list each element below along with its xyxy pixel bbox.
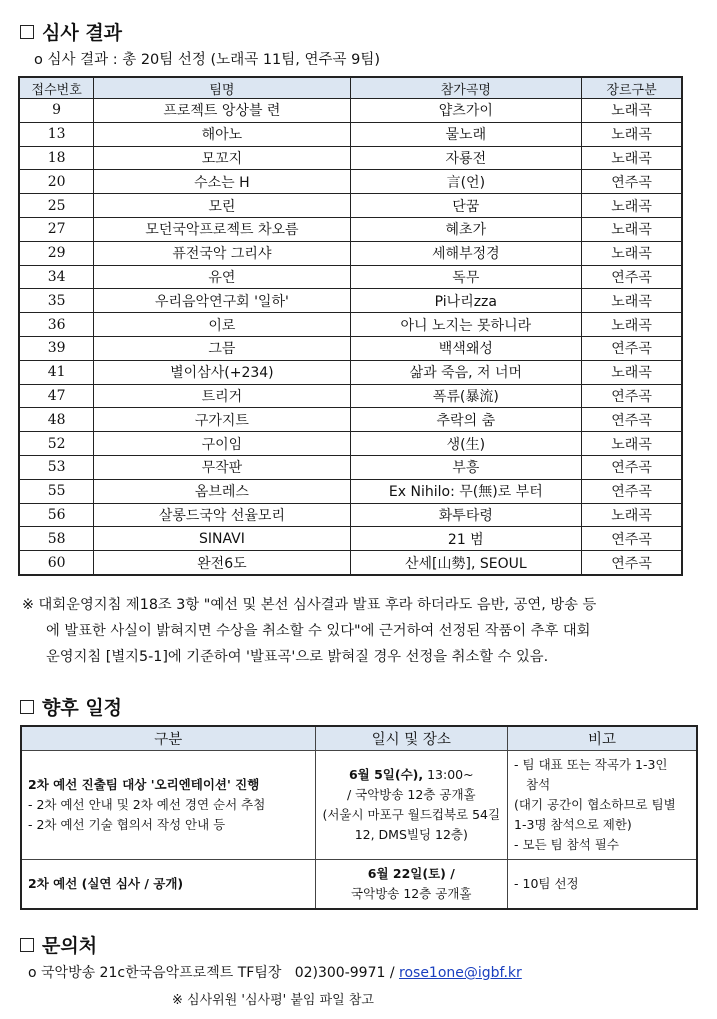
schedule-table: [20, 725, 698, 910]
schedule-item: - 2차 예선 기술 협의서 작성 안내 등: [28, 817, 226, 832]
entry-number: 25: [19, 194, 94, 218]
team-name: 별이삼사(+234): [94, 360, 350, 384]
genre: 연주곡: [582, 551, 682, 575]
song-title: 산세[山勢], SEOUL: [350, 551, 582, 575]
song-title: 세해부정경: [350, 241, 582, 265]
schedule-address: (서울시 마포구 월드컵북로 54길: [322, 807, 501, 822]
song-title: 백색왜성: [350, 336, 582, 360]
table-row: [19, 527, 682, 551]
song-title: Ex Nihilo: 무(無)로 부터: [350, 479, 582, 503]
remark: 1-3명 참석으로 제한): [514, 817, 632, 832]
entry-number: 56: [19, 503, 94, 527]
entry-number: 58: [19, 527, 94, 551]
table-row: [19, 217, 682, 241]
review-footnote: ※ 심사위원 '심사평' 붙임 파일 참고: [172, 993, 374, 1008]
table-row: [19, 241, 682, 265]
genre: 노래곡: [582, 432, 682, 456]
song-title: 화투타령: [350, 503, 582, 527]
song-title: 생(生): [350, 432, 582, 456]
entry-number: 48: [19, 408, 94, 432]
genre: 노래곡: [582, 99, 682, 123]
genre: 연주곡: [582, 336, 682, 360]
column-header: 팀명: [94, 77, 350, 99]
table-row: [19, 265, 682, 289]
table-row: [21, 751, 697, 860]
checkbox-square-icon: [20, 25, 34, 39]
genre: 연주곡: [582, 408, 682, 432]
entry-number: 55: [19, 479, 94, 503]
genre: 연주곡: [582, 479, 682, 503]
song-title: 삶과 죽음, 저 너머: [350, 360, 582, 384]
schedule-place: 국악방송 12층 공개홀: [351, 886, 472, 901]
table-row: [19, 336, 682, 360]
team-name: 모린: [94, 194, 350, 218]
song-title: 아니 노지는 못하니라: [350, 313, 582, 337]
schedule-place: / 국악방송 12층 공개홀: [346, 787, 476, 802]
song-title: 독무: [350, 265, 582, 289]
note-line: 운영지침 [별지5-1]에 기준하여 '발표곡'으로 밝혀질 경우 선정을 취소할 수 있음.: [46, 649, 549, 665]
checkbox-square-icon: [20, 938, 34, 952]
schedule-category: 2차 예선 진출팀 대상 '오리엔테이션' 진행: [28, 777, 260, 792]
entry-number: 27: [19, 217, 94, 241]
genre: 연주곡: [582, 384, 682, 408]
table-row: [19, 551, 682, 575]
disqualification-note: [22, 592, 702, 670]
table-row: [19, 432, 682, 456]
column-header: 접수번호: [19, 77, 94, 99]
table-row: [19, 289, 682, 313]
team-name: 구이임: [94, 432, 350, 456]
team-name: SINAVI: [94, 527, 350, 551]
song-title: 혜초가: [350, 217, 582, 241]
section-title: 향후 일정: [42, 697, 123, 719]
team-name: 구가지트: [94, 408, 350, 432]
table-row: [19, 194, 682, 218]
song-title: 폭류(暴流): [350, 384, 582, 408]
table-row: [19, 503, 682, 527]
team-name: 완전6도: [94, 551, 350, 575]
table-row: [19, 99, 682, 123]
team-name: 프로젝트 앙상블 련: [94, 99, 350, 123]
entry-number: 53: [19, 455, 94, 479]
table-row: [19, 479, 682, 503]
remark: - 10팀 선정: [514, 876, 579, 891]
results-summary: o 심사 결과 : 총 20팀 선정 (노래곡 11팀, 연주곡 9팀): [34, 52, 381, 68]
entry-number: 13: [19, 122, 94, 146]
table-row: [19, 384, 682, 408]
section-title: 심사 결과: [42, 22, 123, 44]
checkbox-square-icon: [20, 700, 34, 714]
column-header: 구분: [21, 726, 315, 751]
schedule-date: 6월 5일(수),: [348, 767, 424, 782]
team-name: 해아노: [94, 122, 350, 146]
team-name: 살롱드국악 선율모리: [94, 503, 350, 527]
table-row: [19, 455, 682, 479]
genre: 노래곡: [582, 289, 682, 313]
genre: 연주곡: [582, 455, 682, 479]
entry-number: 20: [19, 170, 94, 194]
team-name: 무작판: [94, 455, 350, 479]
entry-number: 29: [19, 241, 94, 265]
entry-number: 52: [19, 432, 94, 456]
column-header: 장르구분: [582, 77, 682, 99]
song-title: 자룡전: [350, 146, 582, 170]
song-title: Pi나리zza: [350, 289, 582, 313]
section-heading-results: [20, 18, 122, 45]
song-title: 얍츠가이: [350, 99, 582, 123]
genre: 노래곡: [582, 360, 682, 384]
results-table: [18, 76, 683, 576]
genre: 노래곡: [582, 313, 682, 337]
entry-number: 34: [19, 265, 94, 289]
team-name: 수소는 H: [94, 170, 350, 194]
song-title: 추락의 춤: [350, 408, 582, 432]
table-row: [19, 122, 682, 146]
team-name: 유연: [94, 265, 350, 289]
contact-line: [28, 962, 522, 982]
note-line: 에 발표한 사실이 밝혀지면 수상을 취소할 수 있다"에 근거하여 선정된 작품이 추후 대회: [46, 623, 591, 639]
genre: 노래곡: [582, 194, 682, 218]
note-line: ※ 대회운영지침 제18조 3항 "예선 및 본선 심사결과 발표 후라 하더라도 음반, 공연, 방송 등: [22, 597, 597, 613]
remark: - 팀 대표 또는 작곡가 1-3인: [514, 757, 668, 772]
schedule-address: 12, DMS빌딩 12층): [354, 827, 468, 842]
song-title: 물노래: [350, 122, 582, 146]
entry-number: 9: [19, 99, 94, 123]
schedule-item: - 2차 예선 안내 및 2차 예선 경연 순서 추첨: [28, 797, 266, 812]
genre: 노래곡: [582, 241, 682, 265]
song-title: 부흥: [350, 455, 582, 479]
genre: 노래곡: [582, 146, 682, 170]
schedule-time: 13:00~: [423, 767, 474, 782]
entry-number: 41: [19, 360, 94, 384]
contact-text: o 국악방송 21c한국음악프로젝트 TF팀장 02)300-9971 /: [28, 965, 400, 981]
table-row: [19, 146, 682, 170]
entry-number: 18: [19, 146, 94, 170]
genre: 노래곡: [582, 122, 682, 146]
entry-number: 36: [19, 313, 94, 337]
team-name: 그믐: [94, 336, 350, 360]
table-row: [19, 360, 682, 384]
genre: 연주곡: [582, 265, 682, 289]
section-heading-schedule: [20, 693, 122, 720]
table-row: [21, 860, 697, 910]
schedule-category: 2차 예선 (실연 심사 / 공개): [28, 876, 184, 891]
table-row: [19, 408, 682, 432]
schedule-date: 6월 22일(토) /: [367, 866, 455, 881]
column-header: 비고: [508, 726, 697, 751]
section-title: 문의처: [42, 935, 98, 957]
entry-number: 47: [19, 384, 94, 408]
genre: 노래곡: [582, 503, 682, 527]
remark: 참석: [526, 777, 551, 792]
song-title: 21 범: [350, 527, 582, 551]
genre: 연주곡: [582, 527, 682, 551]
remark: - 모든 팀 참석 필수: [514, 837, 619, 852]
section-heading-contact: [20, 931, 97, 958]
remark: (대기 공간이 협소하므로 팀별: [514, 797, 676, 812]
team-name: 모던국악프로젝트 차오름: [94, 217, 350, 241]
column-header: 일시 및 장소: [315, 726, 508, 751]
song-title: 言(언): [350, 170, 582, 194]
team-name: 옴브레스: [94, 479, 350, 503]
table-row: [19, 313, 682, 337]
team-name: 우리음악연구회 '일하': [94, 289, 350, 313]
team-name: 모꼬지: [94, 146, 350, 170]
email-link[interactable]: rose1one@igbf.kr: [399, 965, 522, 981]
genre: 연주곡: [582, 170, 682, 194]
genre: 노래곡: [582, 217, 682, 241]
entry-number: 60: [19, 551, 94, 575]
team-name: 퓨전국악 그리샤: [94, 241, 350, 265]
entry-number: 39: [19, 336, 94, 360]
song-title: 단꿈: [350, 194, 582, 218]
table-row: [19, 170, 682, 194]
column-header: 참가곡명: [350, 77, 582, 99]
team-name: 트리거: [94, 384, 350, 408]
entry-number: 35: [19, 289, 94, 313]
team-name: 이로: [94, 313, 350, 337]
